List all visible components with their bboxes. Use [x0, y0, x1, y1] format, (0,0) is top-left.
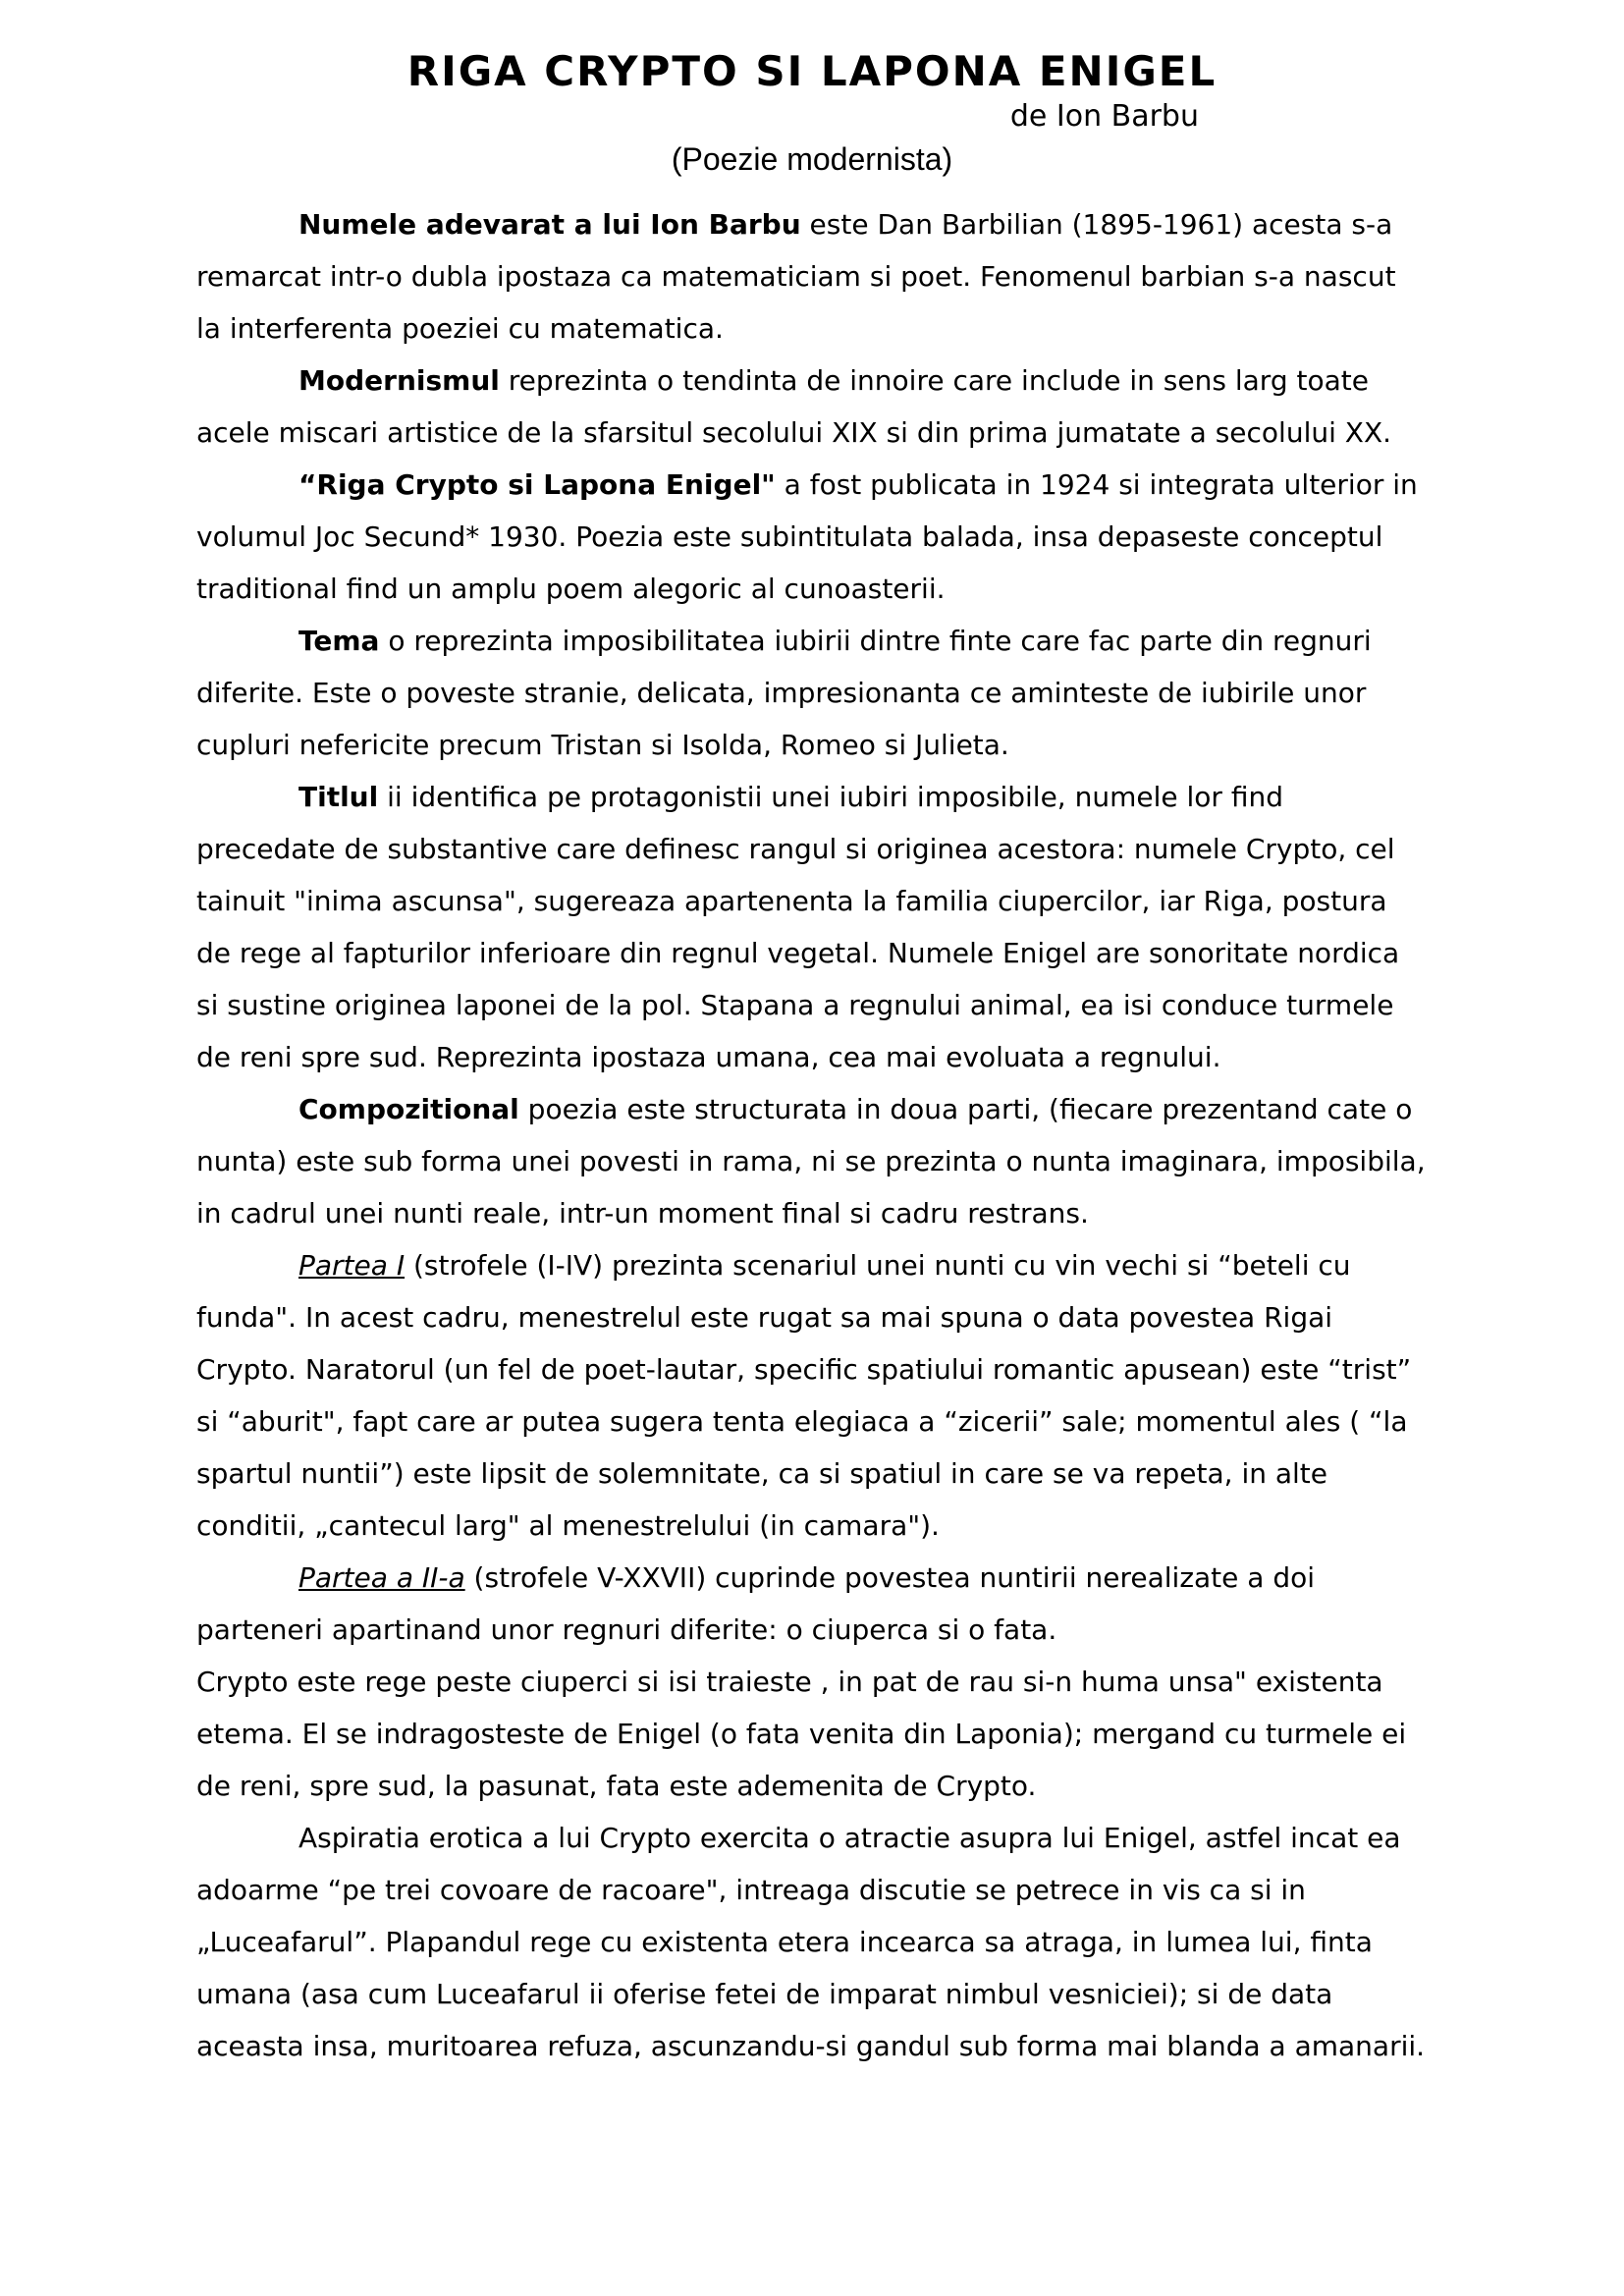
paragraph-lead: Numele adevarat a lui Ion Barbu	[298, 208, 801, 241]
paragraph-text: (strofele (I-IV) prezinta scenariul unei nunti cu vin vechi si “beteli cu funda". In acest cadru, menestrelul este rugat sa mai spuna o data povestea Rigai Crypto. Naratorul (un fel de poet-lautar, specific spatiului romantic apusean) este “trist” si “aburit", fapt care ar putea sugera tenta elegiaca a “zicerii” sale; momentul ales ( “la spartul nuntii”) este lipsit de solemnitate, ca si spatiul in care se va repeta, in alte conditii, „cantecul larg" al menestrelului (in camara").	[196, 1249, 1412, 1542]
paragraph-lead: Tema	[298, 625, 380, 657]
paragraph-text: Aspiratia erotica a lui Crypto exercita o atractie asupra lui Enigel, astfel incat ea adoarme “pe trei covoare de racoare", intreaga discutie se petrece in vis ca si in „Luceafarul”. Plapandul rege cu existenta etera incearca sa atraga, in lumea lui, finta umana (asa cum Luceafarul ii oferise fetei de imparat nimbul vesniciei); si de data aceasta insa, muritoarea refuza, ascunzandu-si gandul sub forma mai blanda a amanarii.	[196, 1822, 1426, 2062]
paragraph-text: Crypto este rege peste ciuperci si isi traieste , in pat de rau si-n huma unsa" existenta etema. El se indragosteste de Enigel (o fata venita din Laponia); mergand cu turmele ei de reni, spre sud, la pasunat, fata este ademenita de Crypto.	[196, 1666, 1407, 1802]
paragraph	[196, 459, 1428, 615]
paragraph-lead: Partea I	[298, 1249, 406, 1282]
paragraph	[196, 615, 1428, 771]
paragraph-text: o reprezinta imposibilitatea iubirii dintre finte care fac parte din regnuri diferite. Este o poveste stranie, delicata, impresionanta ce aminteste de iubirile unor cupluri nefericite precum Tristan si Isolda, Romeo si Julieta.	[196, 625, 1372, 761]
paragraph	[196, 771, 1428, 1083]
paragraph-text: reprezinta o tendinta de innoire care include in sens larg toate acele miscari artistice de la sfarsitul secolului XIX si din prima jumatate a secolului XX.	[196, 364, 1392, 449]
author-byline: de Ion Barbu	[1009, 99, 1199, 134]
paragraph-text: (strofele V-XXVII) cuprinde povestea nuntirii nerealizate a doi parteneri apartinand unor regnuri diferite: o ciuperca si o fata.	[196, 1561, 1316, 1646]
paragraph	[196, 1083, 1428, 1239]
paragraph	[196, 355, 1428, 459]
paragraph-lead: Titlul	[298, 781, 379, 813]
paragraph	[196, 1552, 1428, 1656]
document-subtitle: (Poezie modernista)	[671, 141, 953, 177]
paragraph	[196, 1812, 1428, 2072]
paragraph-lead: Modernismul	[298, 364, 500, 397]
paragraph-lead: Compozitional	[298, 1093, 519, 1125]
paragraph-text: ii identifica pe protagonistii unei iubiri imposibile, numele lor find precedate de substantive care definesc rangul si originea acestora: numele Crypto, cel tainuit "inima ascunsa", sugereaza apartenenta la familia ciupercilor, iar Riga, postura de rege al fapturilor inferioare din regnul vegetal. Numele Enigel are sonoritate nordica si sustine originea laponei de la pol. Stapana a regnului animal, ea isi conduce turmele de reni spre sud. Reprezinta ipostaza umana, cea mai evoluata a regnului.	[196, 781, 1400, 1073]
document-body	[196, 198, 1428, 2072]
paragraph	[196, 1239, 1428, 1552]
paragraph-lead: Partea a II-a	[298, 1561, 465, 1594]
paragraph-text: a fost publicata in 1924 si integrata ulterior in volumul Joc Secund* 1930. Poezia este subintitulata balada, insa depaseste conceptul traditional find un amplu poem alegoric al cunoasterii.	[196, 468, 1418, 605]
paragraph-text: poezia este structurata in doua parti, (fiecare prezentand cate o nunta) este sub forma unei povesti in rama, ni se prezinta o nunta imaginara, imposibila, in cadrul unei nunti reale, intr-un moment final si cadru restrans.	[196, 1093, 1426, 1230]
paragraph	[196, 198, 1428, 355]
document-title: RIGA CRYPTO SI LAPONA ENIGEL	[406, 47, 1218, 95]
paragraph-lead: “Riga Crypto si Lapona Enigel"	[298, 468, 776, 501]
paragraph-text: este Dan Barbilian (1895-1961) acesta s-a remarcat intr-o dubla ipostaza ca matematiciam si poet. Fenomenul barbian s-a nascut la interferenta poeziei cu matematica.	[196, 208, 1396, 345]
paragraph	[196, 1656, 1428, 1812]
